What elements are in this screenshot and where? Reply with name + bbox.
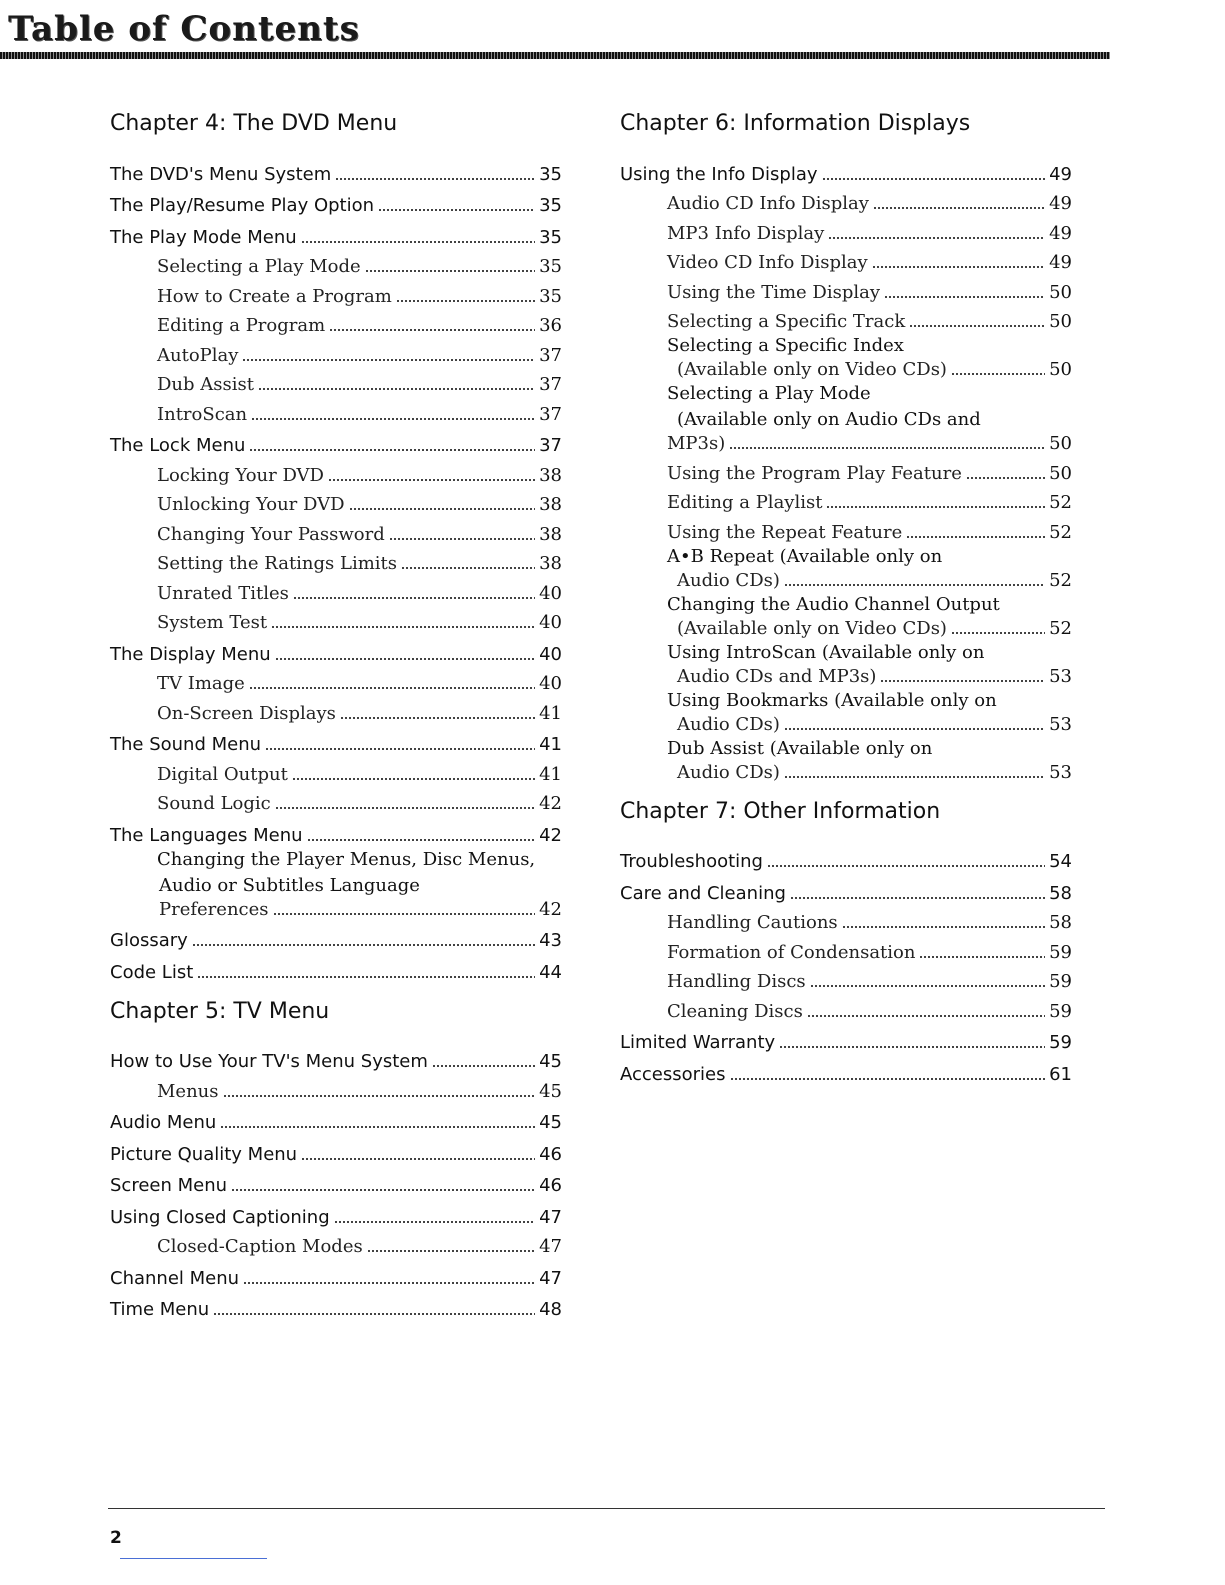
toc-entry[interactable] (620, 905, 1072, 935)
toc-entry[interactable] (110, 1166, 562, 1198)
toc-entry[interactable] (620, 304, 1072, 334)
dot-leader (293, 596, 535, 600)
toc-entry[interactable] (110, 605, 562, 635)
toc-page-number: 35 (539, 195, 562, 216)
toc-entry[interactable] (620, 964, 1072, 994)
toc-entry-title: Audio or Subtitles Language (159, 874, 420, 896)
dot-leader (951, 631, 1045, 635)
toc-page-number: 46 (539, 1175, 562, 1196)
toc-entry-title: Audio CDs) (677, 713, 780, 735)
toc-entry[interactable] (110, 921, 562, 953)
dot-leader (251, 417, 535, 421)
dot-leader (275, 806, 535, 810)
toc-entry-title: Video CD Info Display (667, 252, 868, 273)
toc-page-number: 41 (539, 702, 562, 724)
toc-page-number: 35 (539, 256, 562, 277)
toc-page-number: 53 (1049, 761, 1072, 783)
toc-entry[interactable] (110, 634, 562, 666)
toc-page-number: 44 (539, 961, 562, 983)
toc-entry-title: Selecting a Play Mode (667, 383, 871, 404)
dot-leader (328, 478, 535, 482)
toc-entry[interactable] (110, 786, 562, 816)
page-number: 2 (110, 1528, 122, 1548)
toc-page-number: 52 (1049, 492, 1072, 513)
toc-entry-title: Dub Assist (157, 374, 254, 395)
toc-page-number: 45 (539, 1112, 562, 1133)
dot-leader (842, 925, 1045, 929)
page-header (0, 0, 1225, 80)
toc-entry-title: Preferences (159, 898, 269, 920)
toc-entry-title: Using the Repeat Feature (667, 521, 903, 543)
toc-entry[interactable] (620, 215, 1072, 245)
toc-entry[interactable] (620, 154, 1072, 186)
toc-entry[interactable] (110, 457, 562, 487)
toc-entry-title: (Available only on Video CDs) (677, 359, 947, 380)
toc-entry-title: Closed-Caption Modes (157, 1236, 363, 1257)
dot-leader (329, 328, 535, 332)
toc-page-number: 40 (539, 673, 562, 694)
toc-entry[interactable] (620, 1054, 1072, 1086)
page-title: Table of Contents (8, 9, 360, 49)
toc-page-number: 58 (1049, 912, 1072, 933)
dot-leader (880, 679, 1045, 683)
toc-entry[interactable] (110, 1042, 562, 1074)
toc-entry[interactable] (110, 695, 562, 725)
toc-entry[interactable] (110, 756, 562, 786)
toc-entry-title: Time Menu (110, 1299, 210, 1320)
dot-leader (249, 448, 535, 452)
toc-entry[interactable] (110, 154, 562, 186)
toc-entry[interactable] (110, 847, 562, 921)
toc-entry-title: Cleaning Discs (667, 1000, 803, 1022)
toc-page-number: 49 (1049, 222, 1072, 244)
toc-entry-title: Picture Quality Menu (110, 1143, 298, 1165)
dot-leader (365, 269, 535, 273)
toc-entry-title: Accessories (620, 1063, 726, 1085)
dot-leader (873, 206, 1045, 210)
toc-page-number: 42 (539, 824, 562, 846)
toc-entry-title: TV Image (157, 673, 245, 694)
toc-page-number: 50 (1049, 359, 1072, 380)
toc-entry[interactable] (110, 217, 562, 249)
toc-entry-last-line (667, 666, 1072, 688)
dot-leader (828, 236, 1045, 240)
toc-entry-title: Setting the Ratings Limits (157, 553, 398, 574)
toc-entry[interactable] (110, 337, 562, 367)
toc-page-number: 49 (1049, 252, 1072, 273)
dot-leader (807, 1014, 1045, 1018)
toc-entry-title: Menus (157, 1080, 219, 1102)
toc-entry[interactable] (110, 516, 562, 546)
toc-entry[interactable] (620, 1023, 1072, 1055)
toc-entry[interactable] (620, 873, 1072, 905)
toc-entry-title: Using Bookmarks (Available only on (667, 689, 997, 711)
toc-entry[interactable] (110, 367, 562, 397)
header-rule (0, 52, 1110, 59)
toc-entry-title: Changing the Audio Channel Output (667, 593, 1000, 615)
toc-page-number: 42 (539, 793, 562, 814)
toc-page-number: 46 (539, 1143, 562, 1165)
dot-leader (909, 324, 1045, 328)
dot-leader (335, 177, 535, 181)
dot-leader (790, 896, 1045, 900)
dot-leader (340, 716, 535, 720)
toc-page-number: 47 (539, 1267, 562, 1289)
toc-page-number: 54 (1049, 851, 1072, 872)
toc-entry-last-line (667, 359, 1072, 381)
toc-entry[interactable] (620, 333, 1072, 381)
toc-page-number: 59 (1049, 971, 1072, 992)
toc-entry-title: IntroScan (157, 403, 248, 425)
dot-leader (271, 625, 535, 629)
toc-entry-title: Channel Menu (110, 1267, 240, 1289)
toc-entry[interactable] (110, 1134, 562, 1166)
dot-leader (401, 566, 535, 570)
toc-entry[interactable] (110, 546, 562, 576)
dot-leader (906, 535, 1045, 539)
toc-entry[interactable] (620, 934, 1072, 964)
dot-leader (378, 208, 535, 212)
toc-entry-title: Using the Program Play Feature (667, 462, 962, 484)
toc-entry[interactable] (620, 245, 1072, 275)
toc-entry[interactable] (620, 688, 1072, 736)
toc-entry-title: Changing the Player Menus, Disc Menus, (157, 848, 536, 870)
toc-page-number: 50 (1049, 433, 1072, 454)
toc-page-number: 58 (1049, 882, 1072, 904)
toc-entry-last-line (667, 762, 1072, 784)
toc-entry-title: The Sound Menu (110, 734, 262, 755)
dot-leader (265, 747, 535, 751)
dot-leader (307, 838, 536, 842)
toc-page-number: 38 (539, 523, 562, 545)
toc-entry[interactable] (110, 1229, 562, 1259)
toc-entry[interactable] (620, 544, 1072, 592)
toc-entry-title: Audio CDs and MP3s) (677, 665, 877, 687)
toc-entry-title: Using IntroScan (Available only on (667, 641, 985, 663)
toc-entry-title: Handling Cautions (667, 912, 838, 933)
toc-entry[interactable] (110, 278, 562, 308)
toc-entry-title: Troubleshooting (620, 851, 763, 872)
toc-page-number: 37 (539, 435, 562, 456)
toc-entry-title: Editing a Program (157, 315, 326, 336)
dot-leader (223, 1094, 536, 1098)
toc-entry-title: The DVD's Menu System (110, 163, 332, 185)
toc-entry-title: (Available only on Video CDs) (677, 617, 947, 639)
toc-entry-title: Audio Menu (110, 1112, 217, 1133)
toc-page-number: 40 (539, 643, 562, 665)
toc-entry-last-line (667, 433, 1072, 455)
toc-entry-title: Using the Time Display (667, 281, 881, 303)
dot-leader (389, 537, 535, 541)
toc-entry[interactable] (620, 993, 1072, 1023)
toc-page-number: 37 (539, 344, 562, 366)
toc-entry-title: Unrated Titles (157, 582, 289, 604)
toc-entry-title: Formation of Condensation (667, 941, 916, 963)
toc-entry[interactable] (620, 592, 1072, 640)
toc-page-number: 53 (1049, 665, 1072, 687)
toc-page-number: 52 (1049, 617, 1072, 639)
toc-page-number: 37 (539, 403, 562, 425)
dot-leader (810, 984, 1045, 988)
dot-leader (301, 240, 535, 244)
dot-leader (197, 975, 535, 979)
toc-entry[interactable] (110, 1103, 562, 1135)
dot-leader (919, 955, 1045, 959)
toc-entry[interactable] (110, 952, 562, 984)
toc-entry[interactable] (620, 640, 1072, 688)
toc-entry[interactable] (110, 1290, 562, 1322)
toc-page-number: 40 (539, 612, 562, 633)
dot-leader (784, 775, 1045, 779)
toc-entry-title: Dub Assist (Available only on (667, 737, 933, 759)
toc-entry-title: Using Closed Captioning (110, 1206, 330, 1228)
toc-entry[interactable] (620, 186, 1072, 216)
toc-entry-title: Unlocking Your DVD (157, 494, 345, 515)
dot-leader (966, 476, 1045, 480)
toc-page-number: 52 (1049, 569, 1072, 591)
toc-entry-title: System Test (157, 612, 268, 633)
toc-entry[interactable] (620, 485, 1072, 515)
toc-page-number: 38 (539, 494, 562, 515)
toc-page-number: 50 (1049, 311, 1072, 332)
toc-entry-title: The Languages Menu (110, 824, 303, 846)
dot-leader (275, 657, 535, 661)
footer-link-underline (120, 1558, 267, 1559)
toc-entry-title: Selecting a Play Mode (157, 256, 361, 277)
toc-entry[interactable] (110, 308, 562, 338)
toc-entry-title: The Play/Resume Play Option (110, 195, 375, 216)
toc-page-number: 41 (539, 763, 562, 785)
footer-rule (108, 1508, 1105, 1509)
toc-left-column (110, 108, 562, 1321)
toc-entry-title: Code List (110, 961, 194, 983)
dot-leader (822, 177, 1046, 181)
dot-leader (872, 265, 1045, 269)
toc-entry[interactable] (110, 666, 562, 696)
toc-entry-title: Glossary (110, 930, 188, 951)
chapter-heading: Chapter 4: The DVD Menu (110, 111, 398, 136)
toc-page-number: 61 (1049, 1063, 1072, 1085)
dot-leader (220, 1125, 535, 1129)
toc-page-number: 47 (539, 1236, 562, 1257)
dot-leader (273, 912, 536, 916)
dot-leader (779, 1045, 1045, 1049)
toc-entry[interactable] (620, 842, 1072, 874)
dot-leader (784, 583, 1045, 587)
toc-page-number: 59 (1049, 1000, 1072, 1022)
toc-entry-title: Using the Info Display (620, 163, 818, 185)
dot-leader (432, 1064, 535, 1068)
toc-entry[interactable] (110, 249, 562, 279)
toc-entry[interactable] (110, 396, 562, 426)
toc-entry-title: The Lock Menu (110, 435, 246, 456)
toc-entry-title: Audio CDs) (677, 569, 780, 591)
toc-entry-title: The Play Mode Menu (110, 226, 297, 248)
dot-leader (730, 1077, 1046, 1081)
toc-entry-title: Changing Your Password (157, 523, 385, 545)
toc-entry-title: How to Use Your TV's Menu System (110, 1051, 428, 1072)
toc-entry-title: (Available only on Audio CDs and (677, 409, 981, 430)
dot-leader (951, 372, 1045, 376)
toc-page-number: 50 (1049, 281, 1072, 303)
toc-entry-title: MP3s) (667, 433, 726, 454)
dot-leader (243, 1281, 535, 1285)
dot-leader (192, 943, 535, 947)
toc-page-number: 35 (539, 285, 562, 307)
dot-leader (292, 777, 535, 781)
dot-leader (242, 358, 535, 362)
dot-leader (367, 1249, 535, 1253)
toc-page-number: 40 (539, 582, 562, 604)
toc-entry-title: Limited Warranty (620, 1032, 776, 1053)
dot-leader (729, 446, 1045, 450)
toc-page-number: 53 (1049, 713, 1072, 735)
toc-entry[interactable] (620, 514, 1072, 544)
toc-entry[interactable] (620, 736, 1072, 784)
toc-page-number: 35 (539, 163, 562, 185)
toc-entry-title: On-Screen Displays (157, 702, 336, 724)
toc-entry[interactable] (110, 725, 562, 757)
dot-leader (349, 507, 536, 511)
toc-entry-last-line (157, 899, 562, 921)
toc-entry[interactable] (620, 455, 1072, 485)
dot-leader (826, 505, 1045, 509)
dot-leader (396, 299, 535, 303)
toc-entry-last-line (667, 714, 1072, 736)
dot-leader (767, 864, 1045, 868)
toc-entry-title: Care and Cleaning (620, 882, 786, 904)
dot-leader (213, 1312, 535, 1316)
toc-entry-title: MP3 Info Display (667, 222, 825, 244)
toc-page-number: 45 (539, 1051, 562, 1072)
toc-page-number: 41 (539, 734, 562, 755)
toc-entry-title: A•B Repeat (Available only on (667, 545, 943, 567)
toc-entry[interactable] (110, 575, 562, 605)
toc-page-number: 48 (539, 1299, 562, 1320)
toc-page-number: 42 (539, 898, 562, 920)
toc-entry[interactable] (110, 1197, 562, 1229)
toc-page-number: 37 (539, 374, 562, 395)
toc-page-number: 50 (1049, 462, 1072, 484)
dot-leader (231, 1188, 535, 1192)
toc-page-number: 38 (539, 464, 562, 486)
toc-page-number: 36 (539, 315, 562, 336)
toc-page-number: 59 (1049, 941, 1072, 963)
toc-entry[interactable] (110, 186, 562, 218)
toc-entry-title: Locking Your DVD (157, 464, 324, 486)
toc-entry-title: Sound Logic (157, 793, 271, 814)
dot-leader (249, 686, 535, 690)
chapter-heading: Chapter 7: Other Information (620, 798, 941, 824)
toc-page-number: 49 (1049, 163, 1072, 185)
toc-entry-title: AutoPlay (157, 344, 239, 366)
toc-page-number: 35 (539, 226, 562, 248)
toc-entry-title: How to Create a Program (157, 285, 392, 307)
toc-page-number: 38 (539, 553, 562, 574)
toc-entry-title: The Display Menu (110, 643, 271, 665)
toc-entry-last-line (667, 570, 1072, 592)
toc-page-number: 49 (1049, 193, 1072, 214)
toc-entry[interactable] (110, 815, 562, 847)
dot-leader (334, 1220, 535, 1224)
toc-entry-title: Digital Output (157, 763, 288, 785)
toc-entry[interactable] (110, 1073, 562, 1103)
toc-page-number: 52 (1049, 521, 1072, 543)
toc-page-number: 45 (539, 1080, 562, 1102)
dot-leader (301, 1157, 535, 1161)
toc-entry-title: Screen Menu (110, 1175, 228, 1196)
toc-entry[interactable] (110, 426, 562, 458)
toc-entry-title: Audio CD Info Display (667, 193, 869, 214)
toc-right-column (620, 108, 1072, 1086)
toc-entry[interactable] (620, 381, 1072, 455)
toc-entry[interactable] (620, 274, 1072, 304)
dot-leader (884, 295, 1045, 299)
toc-page-number: 47 (539, 1206, 562, 1228)
toc-entry-title: Selecting a Specific Index (667, 335, 904, 356)
toc-entry-title: Editing a Playlist (667, 492, 823, 513)
toc-entry-last-line (667, 618, 1072, 640)
dot-leader (784, 727, 1045, 731)
toc-entry[interactable] (110, 1258, 562, 1290)
toc-entry-title: Selecting a Specific Track (667, 311, 906, 332)
toc-entry-title: Handling Discs (667, 971, 806, 992)
chapter-heading: Chapter 6: Information Displays (620, 111, 971, 136)
toc-entry-title: Audio CDs) (677, 761, 780, 783)
toc-page-number: 59 (1049, 1032, 1072, 1053)
dot-leader (258, 387, 535, 391)
toc-entry[interactable] (110, 487, 562, 517)
toc-page-number: 43 (539, 930, 562, 951)
chapter-heading: Chapter 5: TV Menu (110, 998, 330, 1024)
